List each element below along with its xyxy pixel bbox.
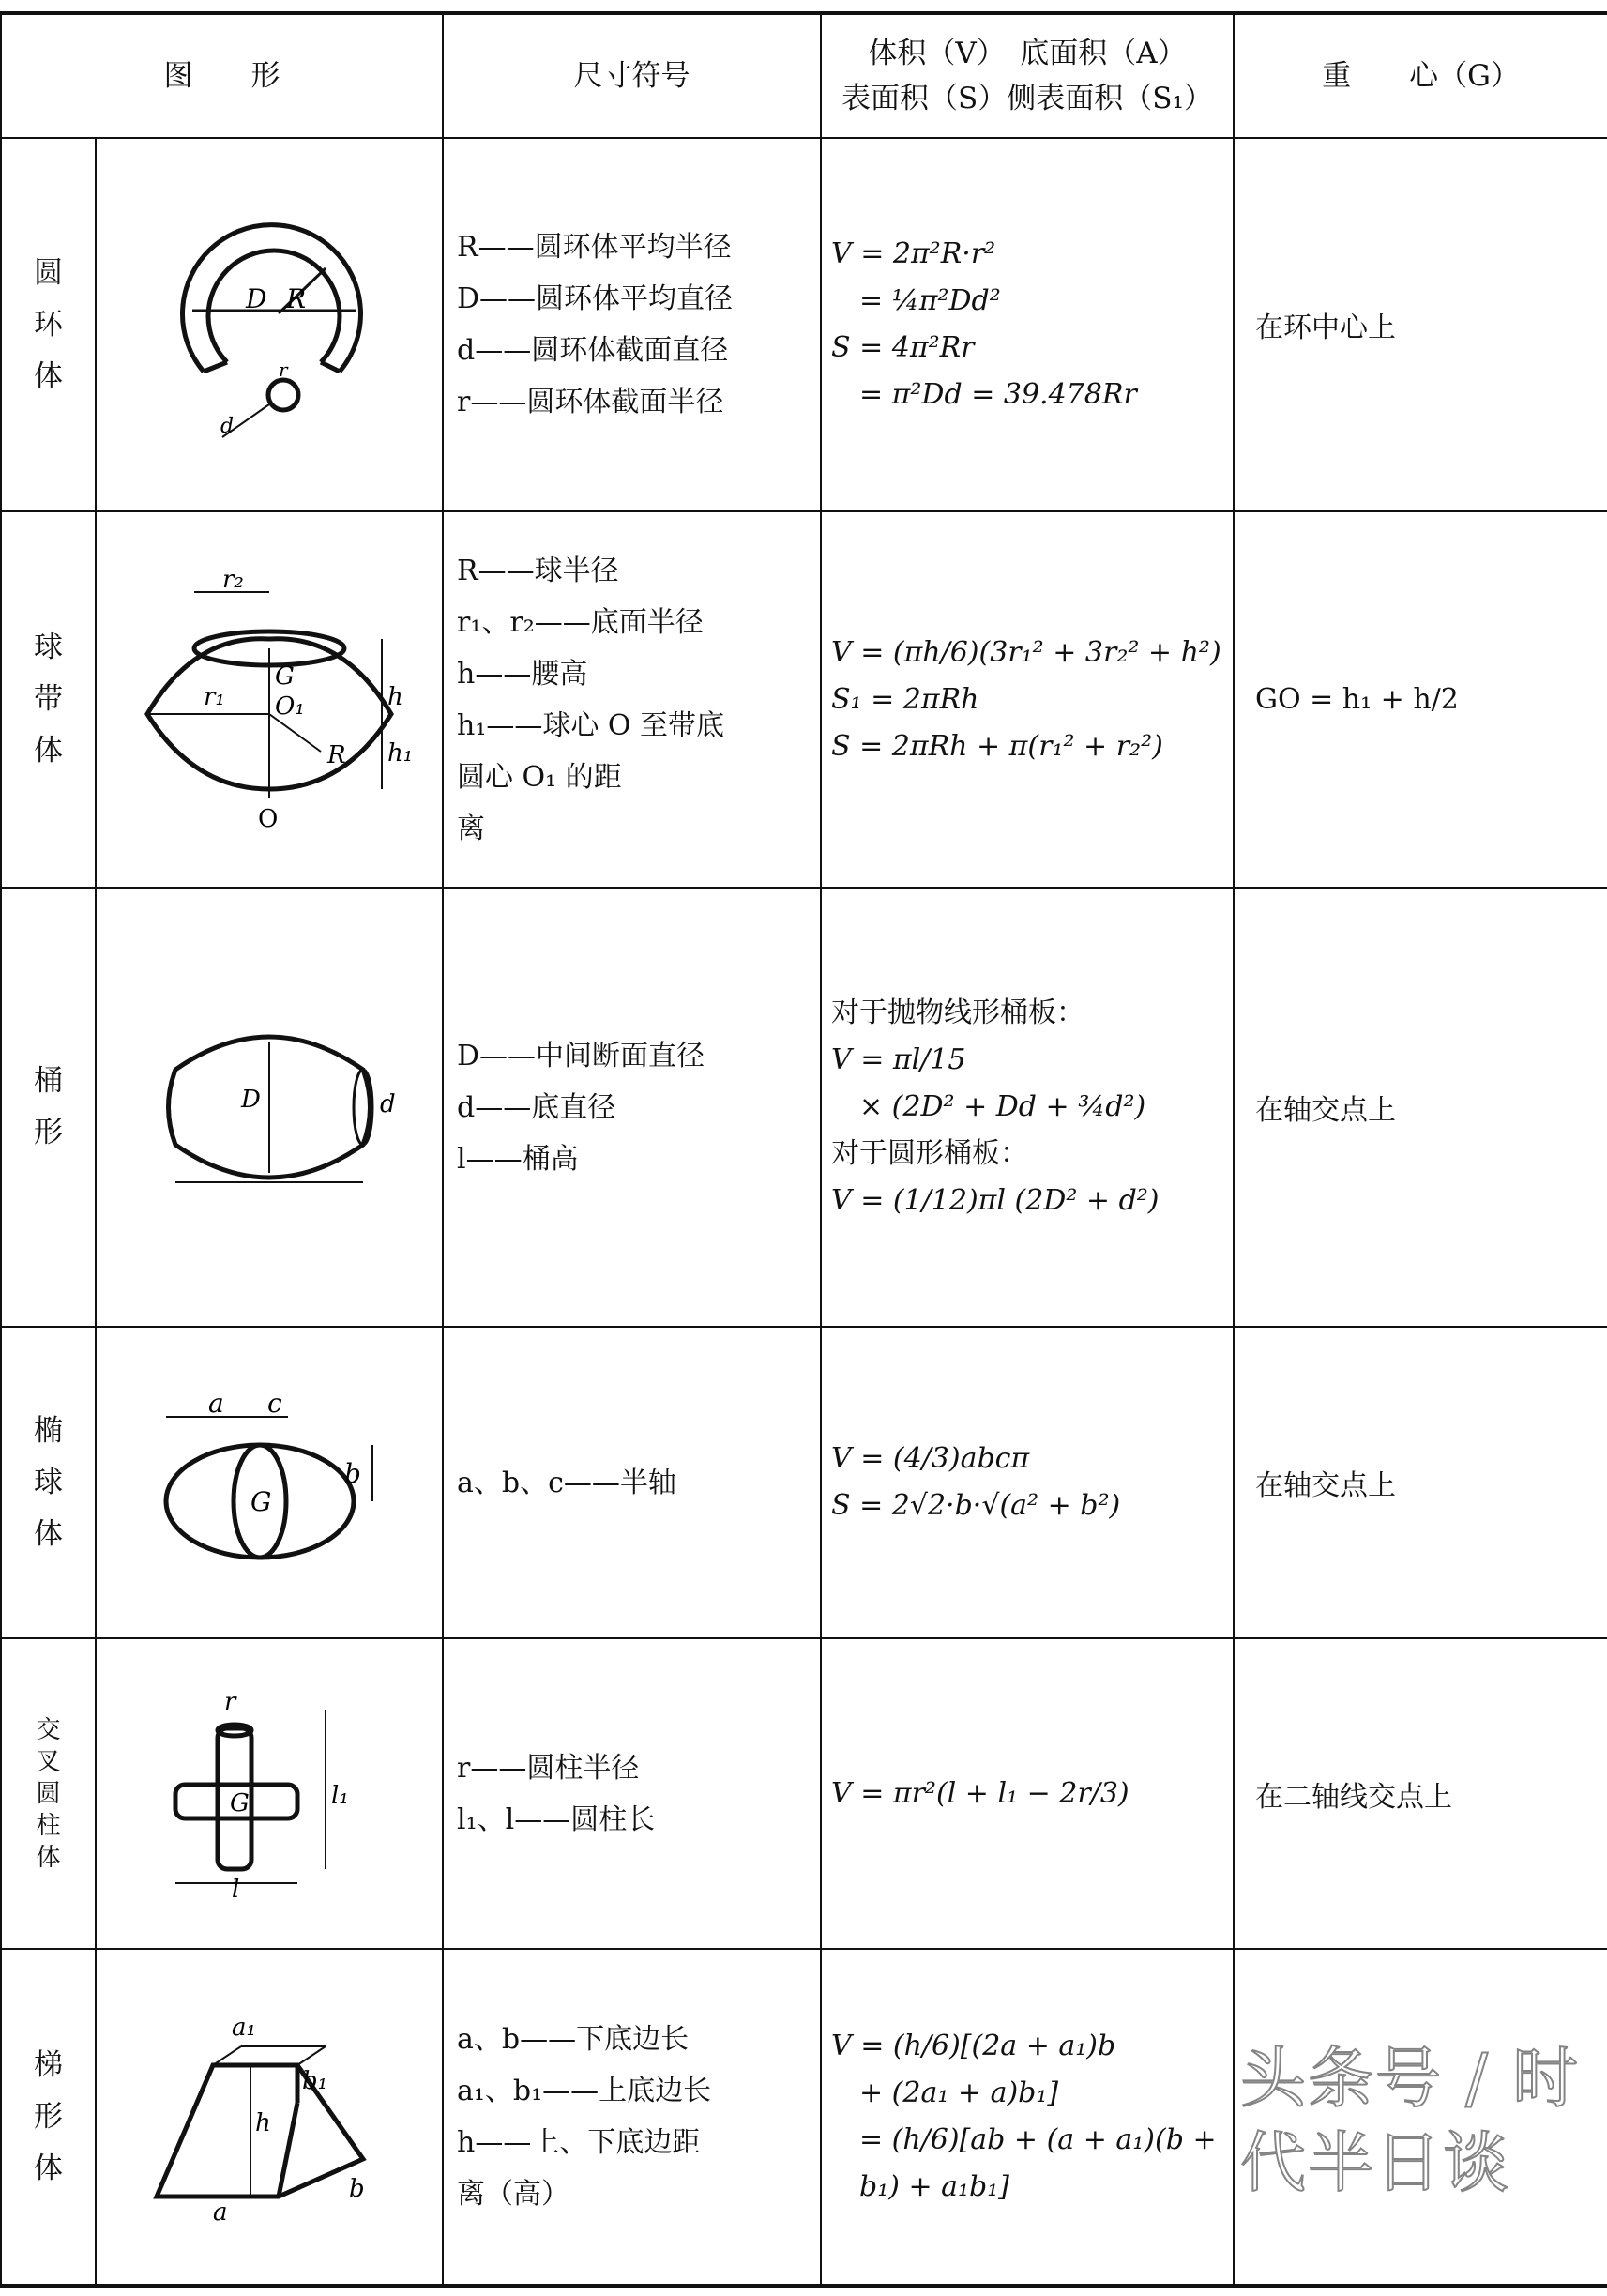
dimension-symbols <box>443 1638 821 1949</box>
svg-text:r: r <box>279 358 288 381</box>
dimension-line: h₁——球心 O 至带底 <box>457 708 725 742</box>
dimension-line: r——圆环体截面半径 <box>457 386 724 418</box>
formula-line: V = πr²(l + l₁ − 2r/3) <box>831 1776 1129 1810</box>
svg-text:a₁: a₁ <box>232 2014 256 2042</box>
dimension-line: l——桶高 <box>457 1142 579 1176</box>
dimension-line: D——中间断面直径 <box>457 1039 705 1072</box>
dimension-line: R——圆环体平均半径 <box>457 231 732 264</box>
dimension-line: a、b、c——半轴 <box>457 1466 676 1499</box>
formula-line: V = 2π²R·r² <box>831 237 996 270</box>
dimension-line: R——球半径 <box>457 554 619 587</box>
formula-line: = ¼π²Dd² <box>831 284 1001 317</box>
shape-name <box>1 511 96 888</box>
formula-line: S = 4π²Rr <box>831 331 975 364</box>
center-of-gravity: 在轴交点上 <box>1234 888 1607 1327</box>
header-formula-line2: 表面积（S）侧表面积（S₁） <box>841 82 1213 115</box>
shape-name <box>1 1949 96 2286</box>
svg-text:G: G <box>230 1788 250 1817</box>
shape-name-char: 球 <box>34 1465 63 1499</box>
center-of-gravity: GO = h₁ + h/2 <box>1234 511 1607 888</box>
svg-text:a: a <box>213 2198 228 2225</box>
shape-name-char: 体 <box>34 1516 63 1551</box>
shape-name-char: 形 <box>34 1116 63 1149</box>
header-formula-line1: 体积（V） 底面积（A） <box>868 37 1187 70</box>
shape-figure <box>96 511 443 888</box>
shape-name-char: 椭 <box>34 1413 63 1448</box>
formula-line: = π²Dd = 39.478Rr <box>831 378 1137 411</box>
formula-line: + (2a₁ + a)b₁] <box>831 2076 1059 2109</box>
formula-line: = (h/6)[ab + (a + a₁)(b + <box>831 2123 1217 2156</box>
geometry-table <box>0 11 1607 2288</box>
formula-line: S = 2πRh + π(r₁² + r₂²) <box>831 729 1163 763</box>
torus-figure <box>138 203 401 447</box>
formulas <box>821 511 1234 888</box>
svg-text:c: c <box>267 1389 282 1419</box>
formula-line: V = (πh/6)(3r₁² + 3r₂² + h²) <box>831 635 1221 669</box>
shape-name-char: 体 <box>34 734 63 768</box>
svg-text:h₁: h₁ <box>387 738 414 768</box>
dimension-symbols <box>443 1327 821 1638</box>
header-dims: 尺寸符号 <box>443 13 821 138</box>
dimension-line: 离（高） <box>457 2178 569 2211</box>
center-of-gravity: 在环中心上 <box>1234 138 1607 511</box>
shape-name-char: 圆 <box>34 255 63 290</box>
dimension-line: 圆心 O₁ 的距 <box>457 760 622 794</box>
dimension-symbols <box>443 138 821 511</box>
shape-name-char: 桶 <box>34 1064 63 1098</box>
svg-text:b: b <box>349 2175 365 2203</box>
shape-name-char: 圆 <box>36 1779 61 1808</box>
shape-name-char: 形 <box>34 2099 63 2134</box>
formula-line: V = (1/12)πl (2D² + d²) <box>831 1184 1160 1217</box>
svg-text:d: d <box>380 1090 396 1118</box>
header-figure: 图 形 <box>1 13 443 138</box>
header-row <box>1 13 1607 138</box>
header-formula <box>821 13 1234 138</box>
shape-figure <box>96 888 443 1327</box>
dimension-line: r₁、r₂——底面半径 <box>457 605 704 639</box>
shape-name-char: 叉 <box>36 1747 61 1776</box>
svg-text:r₂: r₂ <box>222 565 244 594</box>
shape-name-char: 柱 <box>36 1811 61 1840</box>
frustum-figure <box>138 2009 401 2225</box>
svg-text:O₁: O₁ <box>275 692 305 721</box>
dimension-symbols <box>443 888 821 1327</box>
svg-text:b: b <box>344 1458 361 1489</box>
shape-name <box>1 888 96 1327</box>
dimension-line: d——底直径 <box>457 1090 616 1124</box>
formula-line: S = 2√2·b·√(a² + b²) <box>831 1489 1121 1522</box>
shape-name <box>1 1638 96 1949</box>
formulas <box>821 138 1234 511</box>
formula-line: 对于抛物线形桶板： <box>831 996 1084 1029</box>
dimension-line: l₁、l——圆柱长 <box>457 1802 656 1836</box>
svg-text:R: R <box>286 283 307 314</box>
svg-text:R: R <box>327 740 346 769</box>
formula-line: V = (4/3)abcπ <box>831 1442 1030 1475</box>
table-row <box>1 1638 1607 1949</box>
dimension-line: d——圆环体截面直径 <box>457 334 729 367</box>
svg-text:G: G <box>275 661 295 691</box>
dimension-line: 离 <box>457 812 485 845</box>
shape-name-char: 体 <box>34 358 63 393</box>
formula-line: V = πl/15 <box>831 1043 966 1076</box>
svg-text:b₁: b₁ <box>302 2067 328 2095</box>
formulas <box>821 1638 1234 1949</box>
header-cog: 重 心（G） <box>1234 13 1607 138</box>
watermark: 头条号 / 时代半日谈 <box>1240 2040 1581 2201</box>
shape-name-char: 体 <box>36 1843 61 1872</box>
dimension-symbols <box>443 511 821 888</box>
svg-text:r: r <box>224 1690 236 1716</box>
table-row <box>1 511 1607 888</box>
dimension-line: h——上、下底边距 <box>457 2126 701 2159</box>
shape-name-char: 带 <box>34 682 63 716</box>
cross-cylinder-figure <box>166 1691 372 1897</box>
shape-name <box>1 1327 96 1638</box>
svg-text:r₁: r₁ <box>204 682 225 711</box>
formula-line: 对于圆形桶板： <box>831 1137 1028 1170</box>
svg-text:d: d <box>220 415 235 438</box>
dimension-line: D——圆环体平均直径 <box>457 282 734 315</box>
formulas <box>821 888 1234 1327</box>
table-row <box>1 1327 1607 1638</box>
formula-line: b₁) + a₁b₁] <box>831 2170 1009 2203</box>
svg-text:a: a <box>208 1389 224 1419</box>
formulas <box>821 1949 1234 2286</box>
shape-figure <box>96 138 443 511</box>
svg-text:G: G <box>250 1486 272 1517</box>
spherical-zone-figure <box>110 564 429 836</box>
svg-text:l: l <box>232 1875 240 1897</box>
formula-line: V = (h/6)[(2a + a₁)b <box>831 2030 1116 2062</box>
svg-text:h: h <box>387 682 403 711</box>
shape-name-char: 体 <box>34 2151 63 2185</box>
dimension-line: a₁、b₁——上底边长 <box>457 2075 712 2107</box>
table-row <box>1 888 1607 1327</box>
dimension-symbols <box>443 1949 821 2286</box>
svg-text:D: D <box>246 283 267 314</box>
dimension-line: h——腰高 <box>457 657 588 691</box>
formula-line: S₁ = 2πRh <box>831 682 979 716</box>
barrel-figure <box>138 1013 401 1201</box>
shape-name-char: 交 <box>36 1715 61 1744</box>
formula-line: × (2D² + Dd + ¾d²) <box>831 1090 1146 1123</box>
center-of-gravity: 在二轴线交点上 <box>1234 1638 1607 1949</box>
svg-text:h: h <box>255 2109 271 2137</box>
shape-name-char: 球 <box>34 631 63 664</box>
svg-text:D: D <box>241 1086 261 1114</box>
svg-text:l₁: l₁ <box>331 1781 349 1810</box>
center-of-gravity: 在轴交点上 <box>1234 1327 1607 1638</box>
dimension-line: r——圆柱半径 <box>457 1751 640 1785</box>
shape-name-char: 梯 <box>34 2047 63 2082</box>
formulas <box>821 1327 1234 1638</box>
svg-text:O: O <box>258 804 279 833</box>
shape-figure <box>96 1638 443 1949</box>
shape-figure <box>96 1949 443 2286</box>
shape-name-char: 环 <box>34 307 63 342</box>
shape-figure <box>96 1327 443 1638</box>
table-row <box>1 138 1607 511</box>
ellipsoid-figure <box>147 1389 391 1576</box>
dimension-line: a、b——下底边长 <box>457 2023 690 2056</box>
shape-name <box>1 138 96 511</box>
